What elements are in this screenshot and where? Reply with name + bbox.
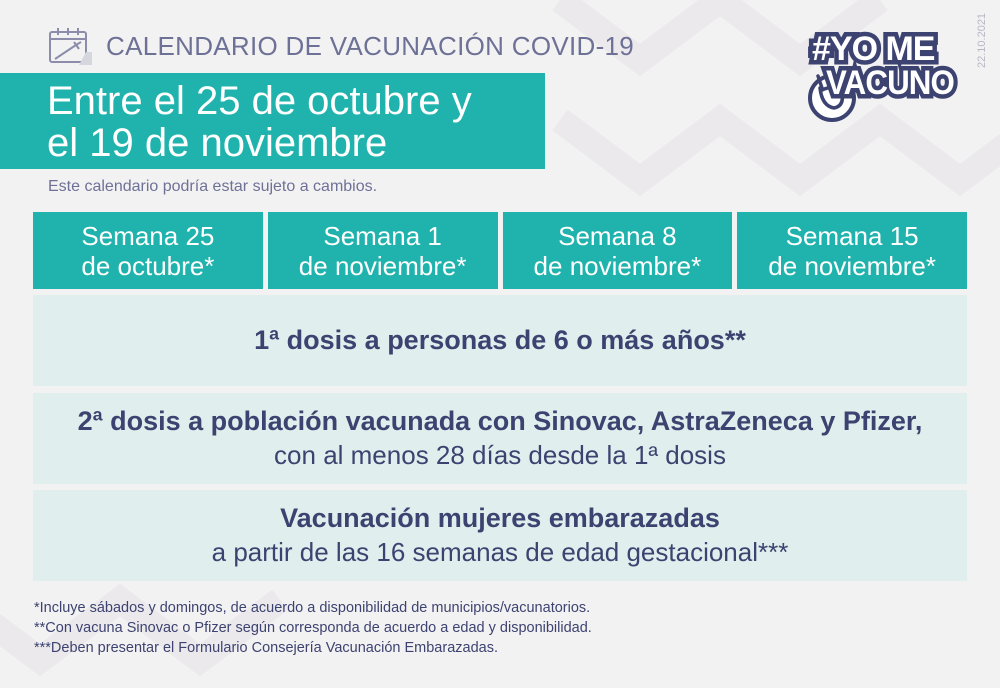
footnote: *Incluye sábados y domingos, de acuerdo a disponibilidad de municipios/vacunatorios. <box>34 600 591 616</box>
week-date: de noviembre* <box>298 250 467 281</box>
footnotes <box>34 598 592 658</box>
week-label: Semana 1 <box>323 220 442 251</box>
schedule-row-pregnant <box>33 490 967 581</box>
date-stamp: 22.10.2021 <box>976 12 988 68</box>
week-header-cell <box>503 212 733 289</box>
row-subtitle: con al menos 28 días desde la 1ª dosis <box>274 440 726 470</box>
week-header-row <box>33 212 967 289</box>
row-title: 1ª dosis a personas de 6 o más años** <box>254 325 746 355</box>
logo-line-2: VACUNO <box>826 64 955 102</box>
week-header-cell <box>268 212 498 289</box>
logo-line-1: #YO ME <box>812 30 935 68</box>
row-title: Vacunación mujeres embarazadas <box>280 503 720 533</box>
calendar-syringe-icon <box>48 27 92 65</box>
week-header-cell <box>33 212 263 289</box>
banner-line-2: el 19 de noviembre <box>47 121 388 165</box>
yo-me-vacuno-logo <box>808 16 958 126</box>
row-title: 2ª dosis a población vacunada con Sinovac, AstraZeneca y Pfizer, <box>77 406 923 436</box>
week-label: Semana 8 <box>558 220 677 251</box>
disclaimer-text: Este calendario podría estar sujeto a cambios. <box>48 178 378 195</box>
week-label: Semana 25 <box>81 220 215 251</box>
week-date: de noviembre* <box>533 250 702 281</box>
week-date: de octubre* <box>81 250 215 281</box>
schedule-row-first-dose <box>33 295 967 386</box>
week-label: Semana 15 <box>785 220 919 251</box>
header-title: CALENDARIO DE VACUNACIÓN COVID-19 <box>106 30 635 61</box>
header <box>48 26 634 66</box>
week-date: de noviembre* <box>768 250 936 281</box>
schedule-row-second-dose <box>33 393 967 484</box>
week-header-cell <box>737 212 967 289</box>
date-range-banner <box>0 73 545 169</box>
footnote: **Con vacuna Sinovac o Pfizer según corresponda de acuerdo a edad y disponibilidad. <box>34 620 592 636</box>
banner-line-1: Entre el 25 de octubre y <box>47 79 472 123</box>
footnote: ***Deben presentar el Formulario Consejería Vacunación Embarazadas. <box>34 640 498 656</box>
row-subtitle: a partir de las 16 semanas de edad gestacional*** <box>211 537 789 567</box>
